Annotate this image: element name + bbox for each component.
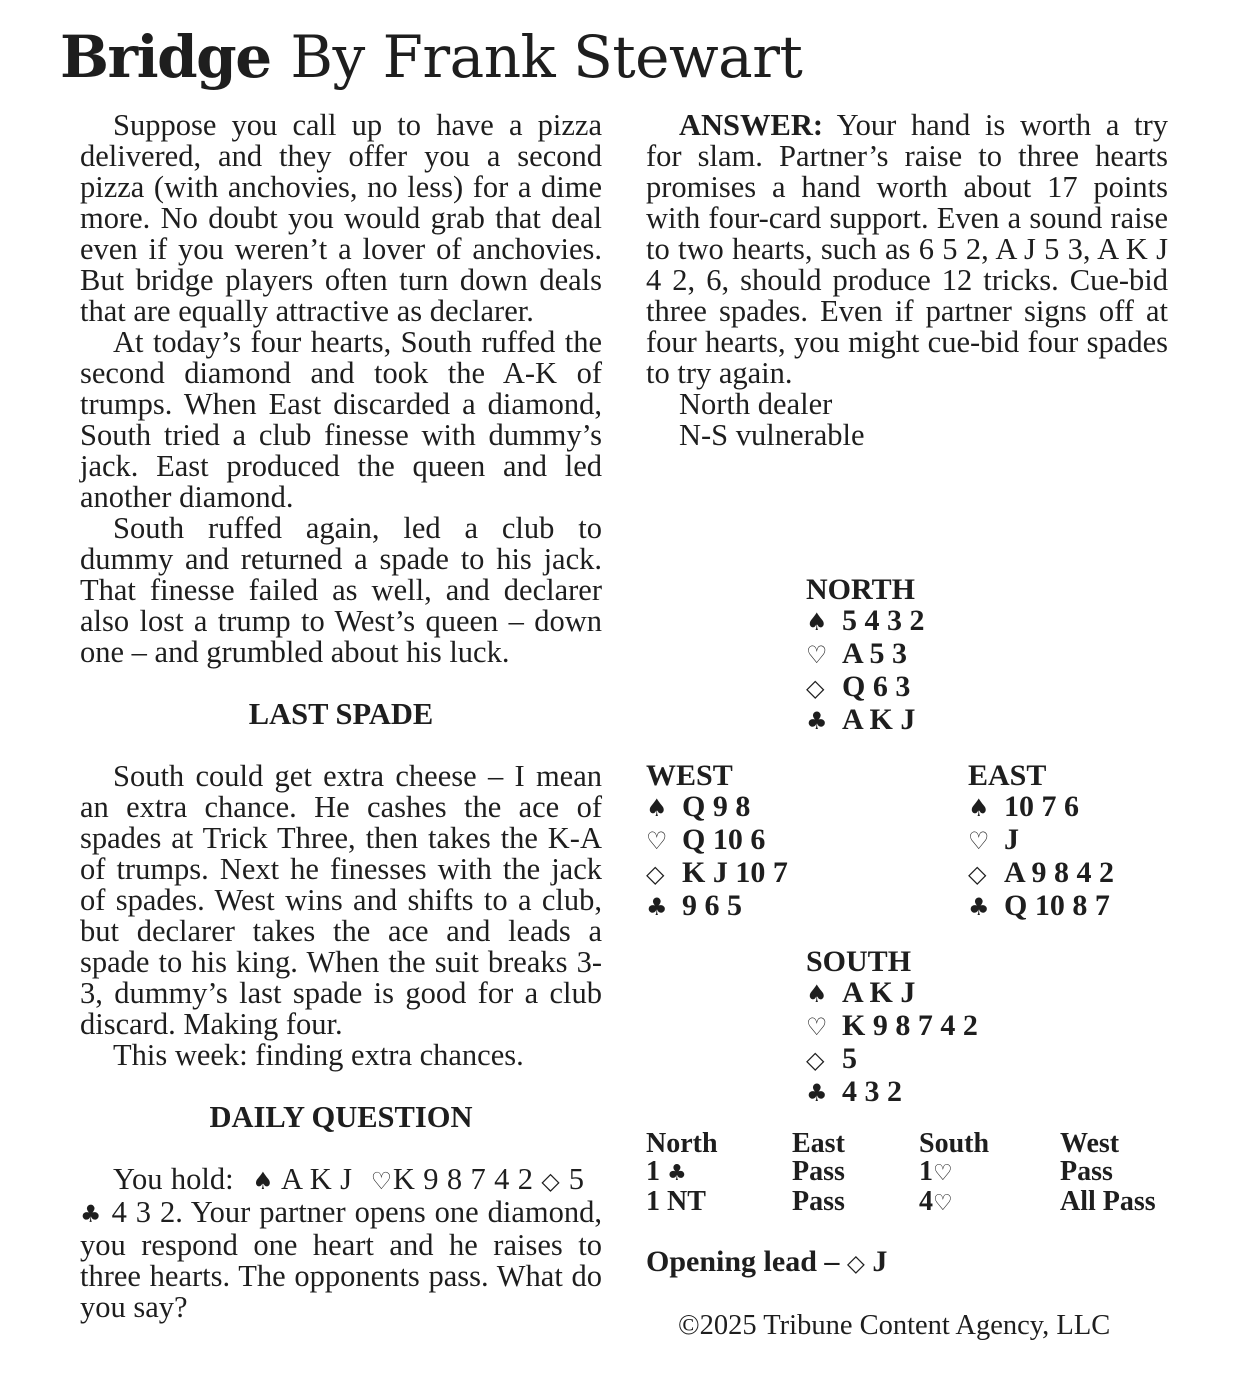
seat-label: NORTH	[806, 573, 915, 606]
question-lead-in: You hold:	[113, 1162, 234, 1196]
opening-lead-label: Opening lead –	[646, 1245, 840, 1278]
cards: Q 10 8 7	[1004, 889, 1110, 922]
auction-row	[646, 1188, 1186, 1218]
club-icon: ♣	[806, 707, 828, 735]
heart-icon: ♡	[933, 1191, 953, 1216]
club-icon: ♣	[667, 1161, 687, 1186]
article-paragraph: South ruffed again, led a club to dummy and returned a spade to his jack. That finesse failed as well, and declarer also lost a trump to West’s queen – down one – and grumbled about his luck.	[80, 511, 602, 669]
dealer-info: North dealer	[679, 387, 833, 421]
auction-header: North	[646, 1128, 718, 1159]
suit-row-spades	[806, 977, 978, 1010]
club-icon: ♣	[80, 1200, 103, 1228]
bid	[919, 1158, 1060, 1188]
suit-row-clubs	[968, 890, 1114, 923]
article-paragraph: South could get extra cheese – I mean an extra chance. He cashes the ace of spades at Trick Three, then takes the K-A of trumps. Next he finesses with the jack of spades. West wins and shifts to a club, but declarer takes the ace and leads a spade to his king. When the suit breaks 3-3, dummy’s last spade is good for a club discard. Making four.	[80, 759, 602, 1041]
suit-row-diamonds	[968, 857, 1114, 890]
title-byline: By Frank Stewart	[290, 23, 803, 91]
daily-question-heading: DAILY QUESTION	[209, 1100, 473, 1134]
spade-icon: ♠	[968, 794, 990, 822]
question-clubs: 4 3 2.	[111, 1195, 183, 1229]
auction-header-row	[646, 1130, 1186, 1158]
answer-text: Your hand is worth a try for slam. Partner’s raise to three hearts promises a hand worth about 17 points with four-card support. Even a sound raise to two hearts, such as 6 5 2, A J 5 3, A K J 4 2, 6, should produce 12 tricks. Cue-bid three spades. Even if partner signs off at four hearts, you might cue-bid four spades to try again.	[646, 108, 1168, 390]
heart-icon: ♡	[806, 641, 828, 669]
seat-label: WEST	[646, 759, 733, 792]
suit-row-hearts	[806, 1010, 978, 1043]
spade-icon: ♠	[251, 1167, 275, 1195]
auction-header: South	[919, 1128, 990, 1159]
cards: 10 7 6	[1004, 790, 1079, 823]
suit-row-hearts	[968, 824, 1114, 857]
suit-row-hearts	[806, 638, 925, 671]
spade-icon: ♠	[806, 608, 828, 636]
suit-row-clubs	[806, 1076, 978, 1109]
article-paragraph: At today’s four hearts, South ruffed the second diamond and took the A-K of trumps. When East discarded a diamond, South tried a club finesse with dummy’s jack. East produced the queen and led another diamond.	[80, 325, 602, 514]
cards: K J 10 7	[682, 856, 788, 889]
club-icon: ♣	[968, 893, 990, 921]
bid	[919, 1188, 1060, 1218]
cards: 4 3 2	[842, 1075, 902, 1108]
vulnerability-info: N-S vulnerable	[679, 418, 865, 452]
hand-east	[968, 760, 1114, 923]
bid-level: 1	[646, 1156, 660, 1187]
cards: A 9 8 4 2	[1004, 856, 1115, 889]
question-text: Your partner opens one diamond, you respond one heart and he raises to three hearts. The opponents pass. What do you say?	[80, 1195, 603, 1324]
heart-icon: ♡	[968, 827, 990, 855]
diamond-icon: ◇	[846, 1249, 865, 1277]
cards: J	[1004, 823, 1019, 856]
spade-icon: ♠	[806, 980, 828, 1008]
seat-label: EAST	[968, 759, 1047, 792]
hand-north	[806, 574, 925, 737]
cards: K 9 8 7 4 2	[842, 1009, 978, 1042]
auction-header: West	[1060, 1128, 1120, 1159]
suit-row-diamonds	[646, 857, 788, 890]
club-icon: ♣	[646, 893, 668, 921]
bid	[646, 1158, 792, 1188]
suit-row-clubs	[806, 704, 925, 737]
heart-icon: ♡	[646, 827, 668, 855]
spade-icon: ♠	[646, 794, 668, 822]
bid-level: 4	[919, 1186, 933, 1217]
suit-row-spades	[968, 791, 1114, 824]
bid: Pass	[1060, 1156, 1113, 1187]
diamond-icon: ◇	[806, 674, 825, 702]
suit-row-spades	[646, 791, 788, 824]
answer-paragraph	[646, 110, 1168, 389]
diamond-icon: ◇	[541, 1167, 561, 1195]
question-spades: A K J	[281, 1162, 353, 1196]
heart-icon: ♡	[370, 1167, 393, 1195]
cards: A 5 3	[842, 637, 908, 670]
left-column	[80, 110, 602, 1323]
cards: Q 10 6	[682, 823, 766, 856]
suit-row-spades	[806, 605, 925, 638]
heart-icon: ♡	[806, 1013, 828, 1041]
opening-lead	[646, 1246, 887, 1279]
cards: A K J	[842, 976, 916, 1009]
heart-icon: ♡	[933, 1161, 953, 1186]
hand-south	[806, 946, 978, 1109]
diamond-icon: ◇	[806, 1046, 825, 1074]
bid-level: 1	[919, 1156, 933, 1187]
cards: A K J	[842, 703, 916, 736]
suit-row-diamonds	[806, 671, 925, 704]
section-heading: LAST SPADE	[248, 697, 434, 731]
opening-lead-card: J	[872, 1245, 888, 1278]
seat-label: SOUTH	[806, 945, 912, 978]
article-paragraph: This week: finding extra chances.	[113, 1038, 524, 1072]
bid: 1 NT	[646, 1186, 706, 1217]
cards: 5 4 3 2	[842, 604, 925, 637]
article-paragraph: Suppose you call up to have a pizza delivered, and they offer you a second pizza (with anchovies, no less) for a dime more. No doubt you would grab that deal even if you weren’t a lover of anchovies. But bridge players often turn down deals that are equally attractive as declarer.	[80, 108, 602, 328]
suit-row-diamonds	[806, 1043, 978, 1076]
question-diamonds: 5	[568, 1162, 585, 1196]
cards: Q 6 3	[842, 670, 911, 703]
cards: 5	[842, 1042, 857, 1075]
daily-question-paragraph	[80, 1164, 602, 1323]
suit-row-clubs	[646, 890, 788, 923]
auction-table	[646, 1130, 1186, 1218]
answer-label: ANSWER:	[679, 108, 824, 142]
bid: All Pass	[1060, 1186, 1156, 1217]
title-bridge: Bridge	[60, 23, 271, 91]
page-title	[60, 24, 802, 90]
bid: Pass	[792, 1156, 845, 1187]
auction-header: East	[792, 1128, 845, 1159]
question-hearts: K 9 8 7 4 2	[392, 1162, 533, 1196]
club-icon: ♣	[806, 1079, 828, 1107]
suit-row-hearts	[646, 824, 788, 857]
auction-row	[646, 1158, 1186, 1188]
cards: 9 6 5	[682, 889, 742, 922]
diamond-icon: ◇	[968, 860, 987, 888]
diamond-icon: ◇	[646, 860, 665, 888]
right-column	[646, 110, 1168, 451]
cards: Q 9 8	[682, 790, 751, 823]
bid: Pass	[792, 1186, 845, 1217]
hand-west	[646, 760, 788, 923]
copyright: ©2025 Tribune Content Agency, LLC	[678, 1310, 1111, 1341]
